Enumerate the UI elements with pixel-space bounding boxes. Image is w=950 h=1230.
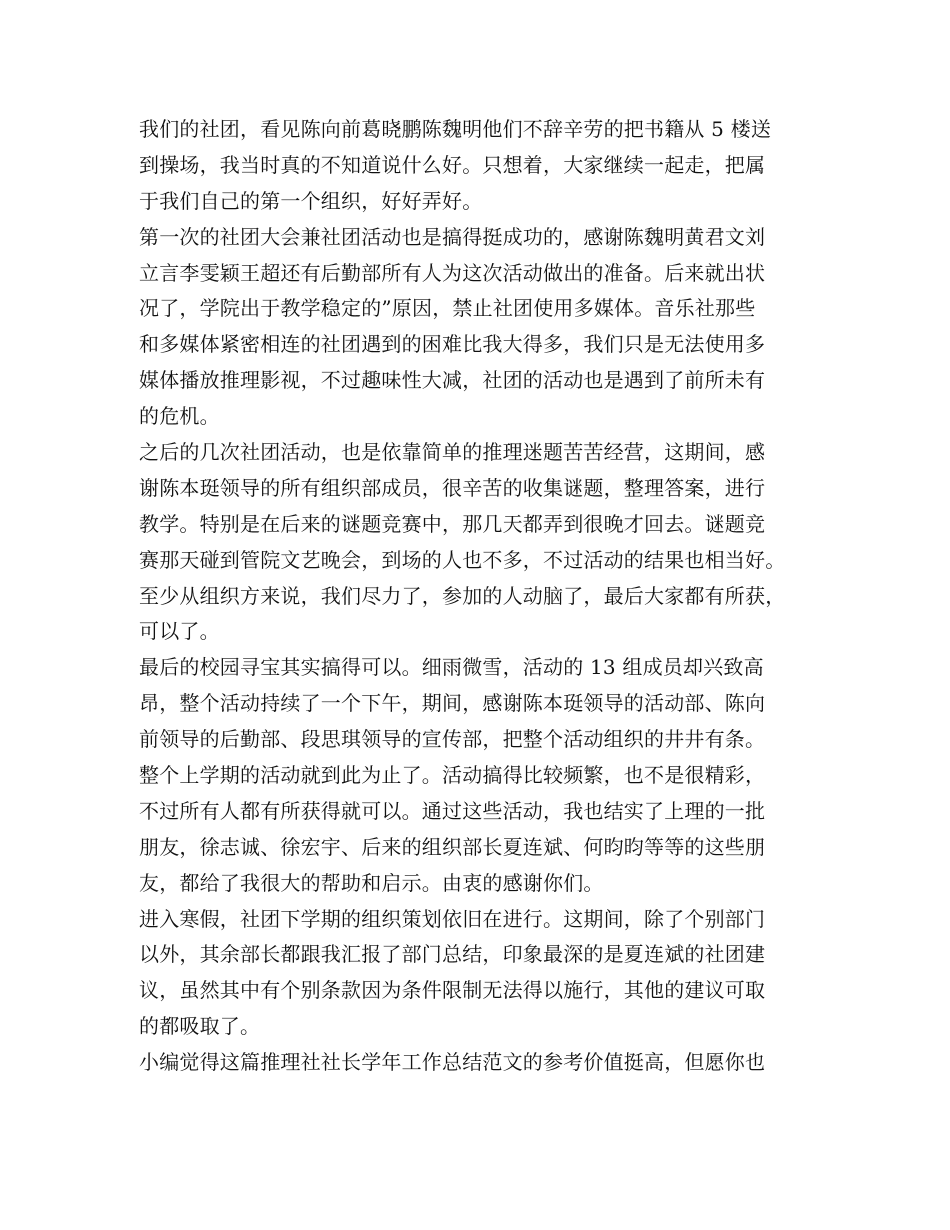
text-line: 赛那天碰到管院文艺晚会，到场的人也不多，不过活动的结果也相当好。 xyxy=(139,547,786,572)
text-line: 进入寒假，社团下学期的组织策划依旧在进行。这期间，除了个别部门 xyxy=(139,906,766,931)
text-line: 可以了。 xyxy=(139,619,220,644)
text-line: 小编觉得这篇推理社社长学年工作总结范文的参考价值挺高，但愿你也 xyxy=(139,1050,766,1075)
text-line: 我们的社团，看见陈向前葛晓鹏陈魏明他们不辞辛劳的把书籍从 5 楼送 xyxy=(139,117,772,141)
text-line: 的危机。 xyxy=(139,404,220,429)
text-line: 况了，学院出于教学稳定的”原因，禁止社团使用多媒体。音乐社那些 xyxy=(139,296,756,321)
text-line: 友，都给了我很大的帮助和启示。由衷的感谢你们。 xyxy=(139,870,604,895)
text-line: 前领导的后勤部、段思琪领导的宣传部，把整个活动组织的井井有条。 xyxy=(139,727,766,752)
text-line: 不过所有人都有所获得就可以。通过这些活动，我也结实了上理的一批 xyxy=(139,798,766,823)
text-line: 之后的几次社团活动，也是依靠简单的推理迷题苦苦经营，这期间，感 xyxy=(139,440,766,465)
document-body xyxy=(139,112,829,1081)
text-line: 议，虽然其中有个别条款因为条件限制无法得以施行，其他的建议可取 xyxy=(139,978,766,1003)
text-line: 于我们自己的第一个组织，好好弄好。 xyxy=(139,188,483,213)
text-line: 第一次的社团大会兼社团活动也是搞得挺成功的，感谢陈魏明黄君文刘 xyxy=(139,224,766,249)
text-line: 教学。特别是在后来的谜题竞赛中，那几天都弄到很晚才回去。谜题竞 xyxy=(139,511,766,536)
text-line: 谢陈本珽领导的所有组织部成员，很辛苦的收集谜题，整理答案，进行 xyxy=(139,475,766,500)
text-line: 最后的校园寻宝其实搞得可以。细雨微雪，活动的 13 组成员却兴致高 xyxy=(139,655,764,680)
text-line: 媒体播放推理影视，不过趣味性大减，社团的活动也是遇到了前所未有 xyxy=(139,368,766,393)
text-line: 以外，其余部长都跟我汇报了部门总结，印象最深的是夏连斌的社团建 xyxy=(139,942,766,967)
text-line: 整个上学期的活动就到此为止了。活动搞得比较频繁，也不是很精彩， xyxy=(139,763,766,788)
text-line: 到操场，我当时真的不知道说什么好。只想着，大家继续一起走，把属 xyxy=(139,152,766,177)
text-line: 至少从组织方来说，我们尽力了，参加的人动脑了，最后大家都有所获， xyxy=(139,583,786,608)
text-line: 昂，整个活动持续了一个下午，期间，感谢陈本珽领导的活动部、陈向 xyxy=(139,691,766,716)
text-line: 立言李雯颖王超还有后勤部所有人为这次活动做出的准备。后来就出状 xyxy=(139,260,766,285)
text-line: 朋友，徐志诚、徐宏宇、后来的组织部长夏连斌、何昀昀等等的这些朋 xyxy=(139,834,766,859)
text-line: 和多媒体紧密相连的社团遇到的困难比我大得多，我们只是无法使用多 xyxy=(139,332,766,357)
text-line: 的都吸取了。 xyxy=(139,1014,261,1039)
